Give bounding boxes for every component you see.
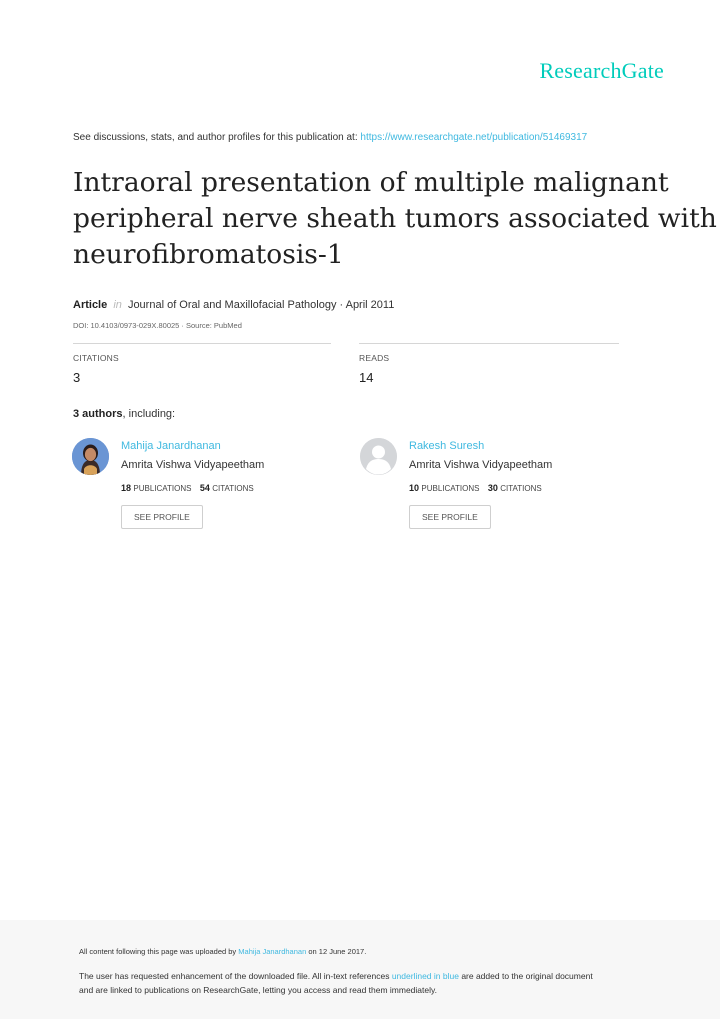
author-avatar-default[interactable]	[360, 438, 397, 475]
publications-count: 18	[121, 483, 132, 493]
see-profile-button[interactable]: SEE PROFILE	[121, 505, 203, 529]
publication-title	[73, 165, 717, 273]
author-citations-count: 54	[199, 483, 210, 493]
author-name-link[interactable]: Mahija Janardhanan	[121, 440, 221, 452]
author-stats	[121, 483, 260, 493]
author-institution: Amrita Vishwa Vidyapeetham	[409, 459, 553, 471]
title-line-3: neurofibromatosis-1	[73, 239, 344, 270]
author-citations-label: CITATIONS	[500, 484, 542, 493]
doi-source: DOI: 10.4103/0973-029X.80025 · Source: PubMed	[73, 321, 242, 330]
authors-suffix: , including:	[122, 408, 176, 420]
upload-suffix: on 12 June 2017.	[308, 947, 367, 956]
notice-prefix: The user has requested enhancement of the downloaded file. All in-text references	[79, 971, 390, 981]
enhancement-notice	[79, 969, 593, 997]
publications-label: PUBLICATIONS	[133, 484, 192, 493]
citations-label: CITATIONS	[73, 353, 119, 363]
in-label: in	[113, 299, 122, 311]
reads-count: 14	[359, 370, 374, 385]
underlined-link-sample[interactable]: underlined in blue	[391, 971, 459, 981]
title-line-2: peripheral nerve sheath tumors associated with	[73, 203, 717, 234]
author-photo-icon	[72, 438, 109, 475]
author-name-link[interactable]: Rakesh Suresh	[409, 440, 485, 452]
author-citations-count: 30	[487, 483, 498, 493]
citations-count: 3	[73, 370, 81, 385]
researchgate-logo[interactable]: ResearchGate	[539, 58, 664, 83]
footer	[0, 920, 720, 1019]
publications-count: 10	[409, 483, 420, 493]
title-line-1: Intraoral presentation of multiple malignant	[73, 167, 669, 198]
divider-right	[359, 343, 619, 344]
uploader-link[interactable]: Mahija Janardhanan	[238, 947, 307, 956]
divider-left	[73, 343, 331, 344]
authors-summary	[73, 408, 175, 420]
default-user-icon	[360, 438, 397, 475]
upload-notice	[79, 947, 366, 956]
journal-info: Journal of Oral and Maxillofacial Pathology · April 2011	[127, 299, 395, 311]
authors-count: 3 authors	[73, 408, 123, 420]
author-citations-label: CITATIONS	[212, 484, 254, 493]
reads-label: READS	[359, 353, 390, 363]
discussion-line	[73, 132, 587, 143]
upload-prefix: All content following this page was uploaded by	[79, 947, 237, 956]
author-avatar-photo[interactable]	[72, 438, 109, 475]
discussion-text: See discussions, stats, and author profiles for this publication at:	[73, 132, 358, 143]
publication-type: Article	[73, 299, 108, 311]
notice-line-2: and are linked to publications on ResearchGate, letting you access and read them immediately.	[79, 985, 437, 995]
publications-label: PUBLICATIONS	[421, 484, 480, 493]
see-profile-button[interactable]: SEE PROFILE	[409, 505, 491, 529]
publication-meta	[73, 299, 394, 311]
notice-suffix: are added to the original document	[461, 971, 593, 981]
author-institution: Amrita Vishwa Vidyapeetham	[121, 459, 265, 471]
author-stats	[409, 483, 548, 493]
publication-link[interactable]: https://www.researchgate.net/publication/51469317	[360, 132, 588, 143]
